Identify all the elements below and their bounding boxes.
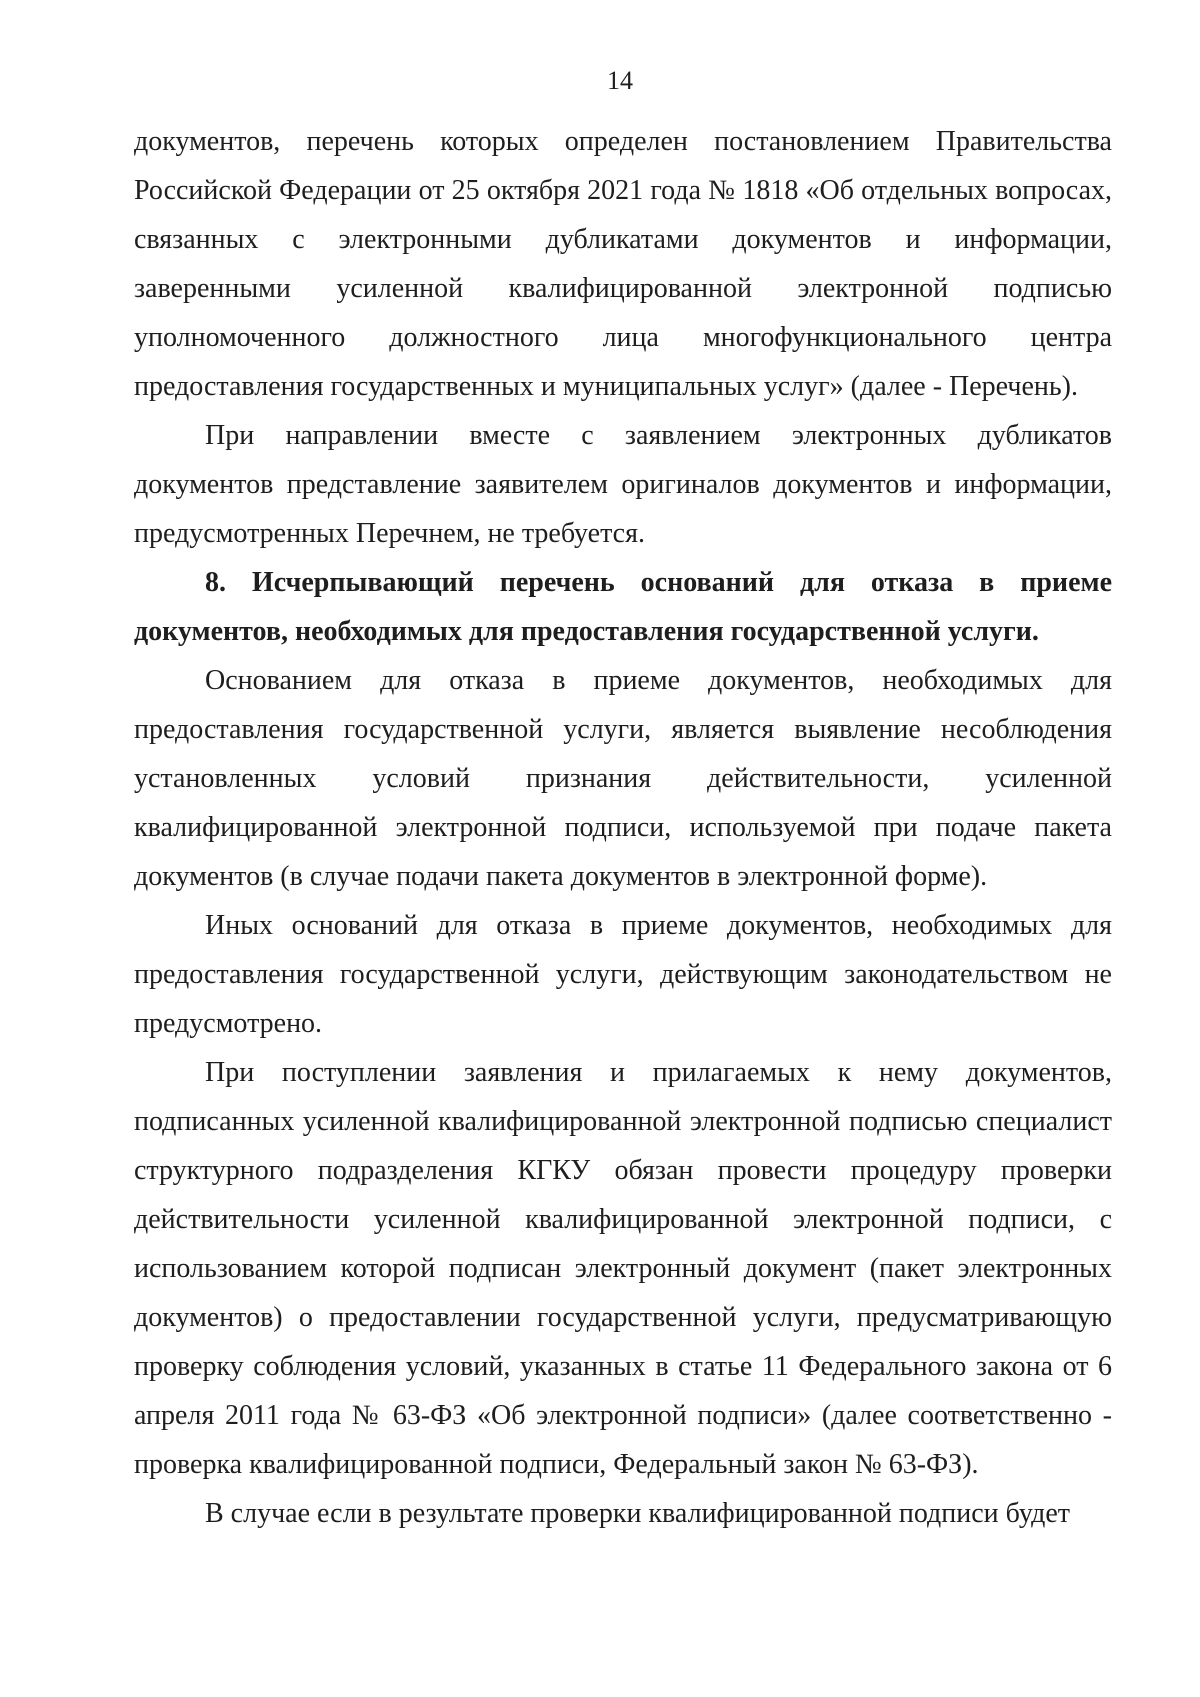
paragraph-verification-result: В случае если в результате проверки квалифицированной подписи будет — [205, 1498, 1070, 1529]
paragraph-perechen-continuation: документов, перечень которых определен постановлением Правительства Российской Федерации от 25 октября 2021 года № 1818 «Об отдельных вопросах, связанных с электронными дубликатами документов и информации, заверенными усиленной квалифицированной электронной подписью уполномоченного должностного лица многофункционального центра предоставления государственных и муниципальных услуг» (далее - Перечень). — [134, 126, 1112, 402]
paragraph-grounds-for-refusal: Основанием для отказа в приеме документов, необходимых для предоставления государственной услуги, является выявление несоблюдения установленных условий признания действительности, усиленной квалифицированной электронной подписи, используемой при подаче пакета документов (в случае подачи пакета документов в электронной форме). — [134, 665, 1112, 892]
paragraph-signature-verification: При поступлении заявления и прилагаемых к нему документов, подписанных усиленной квалифицированной электронной подписью специалист структурного подразделения КГКУ обязан провести процедуру проверки действительности усиленной квалифицированной электронной подписи, с использованием которой подписан электронный документ (пакет электронных документов) о предоставлении государственной услуги, предусматривающую проверку соблюдения условий, указанных в статье 11 Федерального закона от 6 апреля 2011 года № 63-ФЗ «Об электронной подписи» (далее соответственно - проверка квалифицированной подписи, Федеральный закон № 63-ФЗ). — [134, 1057, 1112, 1480]
paragraph-electronic-duplicates: При направлении вместе с заявлением электронных дубликатов документов представление заявителем оригиналов документов и информации, предусмотренных Перечнем, не требуется. — [134, 420, 1112, 549]
page-number: 14 — [607, 66, 633, 95]
paragraph-no-other-grounds: Иных оснований для отказа в приеме документов, необходимых для предоставления государственной услуги, действующим законодательством не предусмотрено. — [134, 910, 1112, 1039]
document-body — [134, 117, 1112, 1538]
section-heading-8: 8. Исчерпывающий перечень оснований для отказа в приеме документов, необходимых для предоставления государственной услуги. — [134, 567, 1112, 647]
